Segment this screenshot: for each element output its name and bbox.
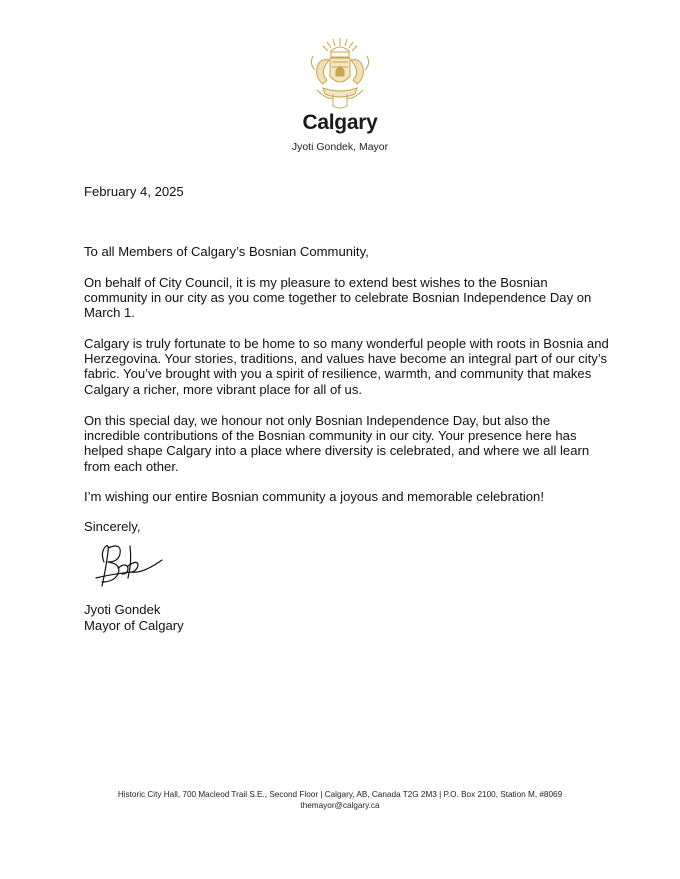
letter-paragraph: Calgary is truly fortunate to be home to so many wonderful people with roots in Bosnia and Herzegovina. Your stories, traditions, and values have become an integral part of our city’s fabric. You’ve brought with you a spirit of resilience, warmth, and community that makes Calgary a richer, more vibrant place for all of us. <box>84 336 609 397</box>
calgary-logo-wordmark: Calgary <box>302 111 378 134</box>
signature-icon <box>92 538 172 596</box>
footer-address: Historic City Hall, 700 Macleod Trail S.E., Second Floor | Calgary, AB, Canada T2G 2M3 | P.O. Box 2100, Station M, #8069 <box>117 790 563 799</box>
signer-name: Jyoti Gondek <box>84 602 161 617</box>
letterhead-footer <box>0 789 680 811</box>
letter-salutation: To all Members of Calgary’s Bosnian Community, <box>84 244 369 259</box>
mayor-name-header: Jyoti Gondek, Mayor <box>291 141 389 153</box>
signer-title: Mayor of Calgary <box>84 618 184 633</box>
footer-email[interactable]: themayor@calgary.ca <box>300 801 380 810</box>
letter-closing: Sincerely, <box>84 519 141 534</box>
city-crest-icon <box>303 36 377 112</box>
letter-paragraph: I’m wishing our entire Bosnian community a joyous and memorable celebration! <box>84 489 544 504</box>
letter-paragraph: On behalf of City Council, it is my pleasure to extend best wishes to the Bosnian community in our city as you come together to celebrate Bosnian Independence Day on March 1. <box>84 275 592 321</box>
letter-date: February 4, 2025 <box>84 184 184 199</box>
letter-paragraph: On this special day, we honour not only Bosnian Independence Day, but also the incredible contributions of the Bosnian community in our city. Your presence here has helped shape Calgary into a place where diversity is celebrated, and where we all learn from each other. <box>84 413 590 474</box>
